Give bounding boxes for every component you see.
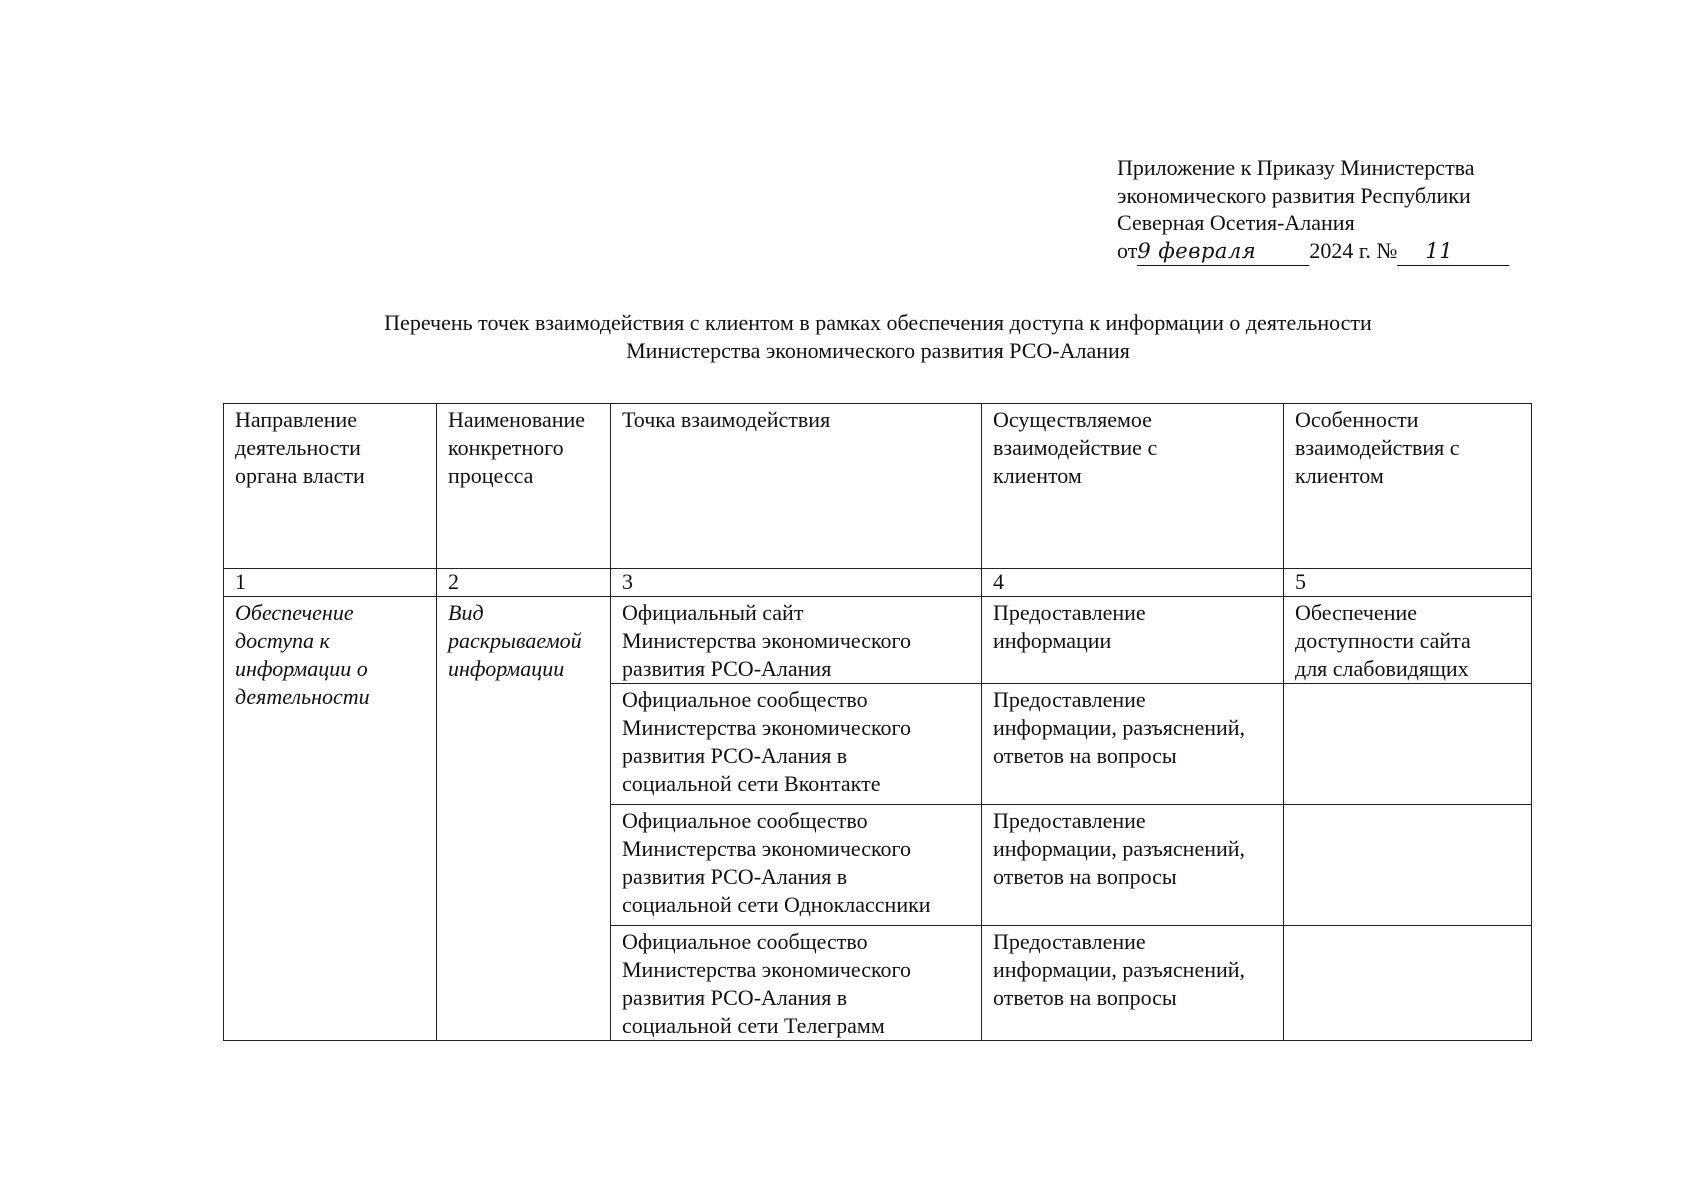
features-cell xyxy=(1284,926,1532,1041)
interaction-cell: Предоставление информации xyxy=(982,597,1284,684)
column-number-3: 3 xyxy=(611,569,982,597)
features-cell xyxy=(1284,805,1532,926)
interaction-cell: Предоставление информации, разъяснений, ответов на вопросы xyxy=(982,684,1284,805)
interaction-points-table xyxy=(223,403,1532,1041)
header-process: Наименование конкретного процесса xyxy=(437,404,611,569)
point-cell: Официальное сообщество Министерства экономического развития РСО-Алания в социальной сети Одноклассники xyxy=(611,805,982,926)
appendix-line-2: экономического развития Республики xyxy=(1117,182,1471,208)
date-prefix: от xyxy=(1117,237,1138,263)
appendix-date-line xyxy=(1117,237,1509,267)
column-number-5: 5 xyxy=(1284,569,1532,597)
appendix-line-1: Приложение к Приказу Министерства xyxy=(1117,155,1475,180)
header-features: Особенности взаимодействия с клиентом xyxy=(1284,404,1532,569)
column-number-1: 1 xyxy=(224,569,437,597)
interaction-cell: Предоставление информации, разъяснений, ответов на вопросы xyxy=(982,805,1284,926)
direction-cell: Обеспечение доступа к информации о деятельности xyxy=(224,597,437,1041)
order-number-field xyxy=(1397,237,1509,267)
title-line-2: Министерства экономического развития РСО-Алания xyxy=(626,337,1130,363)
handwritten-date: 9 февраля xyxy=(1137,238,1257,263)
point-cell: Официальный сайт Министерства экономического развития РСО-Алания xyxy=(611,597,982,684)
process-cell: Вид раскрываемой информации xyxy=(437,597,611,1041)
document-title xyxy=(190,309,1566,364)
appendix-block xyxy=(1117,154,1509,266)
table-header-row xyxy=(224,404,1532,569)
point-cell: Официальное сообщество Министерства экономического развития РСО-Алания в социальной сети Вконтакте xyxy=(611,684,982,805)
table-row xyxy=(224,597,1532,684)
handwritten-order-number: 11 xyxy=(1425,238,1454,263)
column-number-2: 2 xyxy=(437,569,611,597)
title-line-1: Перечень точек взаимодействия с клиентом в рамках обеспечения доступа к информации о деятельности xyxy=(384,310,1372,335)
header-direction: Направление деятельности органа власти xyxy=(224,404,437,569)
header-interaction: Осуществляемое взаимодействие с клиентом xyxy=(982,404,1284,569)
header-point: Точка взаимодействия xyxy=(611,404,982,569)
year-number-label: 2024 г. № xyxy=(1309,237,1398,263)
features-cell xyxy=(1284,684,1532,805)
features-cell: Обеспечение доступности сайта для слабовидящих xyxy=(1284,597,1532,684)
point-cell: Официальное сообщество Министерства экономического развития РСО-Алания в социальной сети Телеграмм xyxy=(611,926,982,1041)
appendix-line-3: Северная Осетия-Алания xyxy=(1117,210,1355,235)
interaction-cell: Предоставление информации, разъяснений, ответов на вопросы xyxy=(982,926,1284,1041)
column-number-row xyxy=(224,569,1532,597)
date-field xyxy=(1137,237,1309,267)
column-number-4: 4 xyxy=(982,569,1284,597)
